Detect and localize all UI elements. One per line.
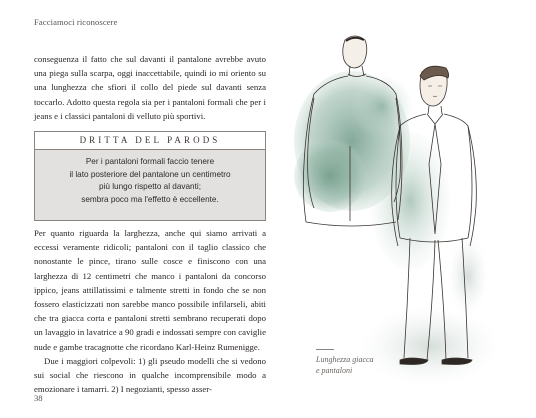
paragraph-text: Per quanto riguarda la larghezza, anche qui siamo arrivati a eccessi veramente ridicoli; pantaloni con il taglio classico che nonostante le pince, tirano sulle cosce e finiscono con una larghezza di 12 centimetri che manco i pantaloni da concorso ippico, jeans attillatissimi e talmente stretti in fondo che se non fossero elasticizzati non sarebbe manco possibile infilarseli, abiti che tra giacca corta e pantaloni stretti sembrano recuperati dopo un lavaggio in lavatrice a 90 gradi e indossati sempre con caviglie nude e gambe tracagnotte che ricordano Karl-Heinz Rumenigge. xyxy=(34,228,266,352)
caption-line-1: Lunghezza giacca xyxy=(316,355,374,364)
tip-box-body xyxy=(35,150,265,220)
paragraph-text: conseguenza il fatto che sul davanti il pantalone avrebbe avuto una piega sulla scarpa, oggi inaccettabile, quindi io mi oriento su una lunghezza che sfiori il collo del piede sul davanti senza toccarlo. Adotto questa regola sia per i pantaloni formali che per i jeans e i classici pantaloni di velluto più sportivi. xyxy=(34,54,266,121)
caption-line-2: e pantaloni xyxy=(316,366,353,375)
caption-rule xyxy=(316,349,334,350)
running-title: Facciamoci riconoscere xyxy=(34,17,118,27)
tip-box-title: DRITTA DEL PARODS xyxy=(35,132,265,150)
body-paragraph-2 xyxy=(34,226,266,396)
page-number: 38 xyxy=(34,393,43,403)
tip-line-2: il lato posteriore del pantalone un centimetro xyxy=(69,169,231,179)
tip-box xyxy=(34,131,266,221)
tip-line-3: più lungo rispetto al davanti; xyxy=(99,182,201,192)
watercolor-wash xyxy=(448,236,488,316)
paragraph-text: Due i maggiori colpevoli: 1) gli pseudo modelli che si vedono sui social che riescono in qualche incomprensibile modo a emozionare i tamarri. 2) I negozianti, spesso asser- xyxy=(34,355,266,395)
watercolor-wash xyxy=(352,76,412,136)
body-paragraph-1 xyxy=(34,52,266,123)
tip-line-4: sembra poco ma l'effetto è eccellente. xyxy=(81,194,219,204)
tip-line-1: Per i pantaloni formali faccio tenere xyxy=(85,157,215,166)
illustration-caption xyxy=(316,354,396,376)
